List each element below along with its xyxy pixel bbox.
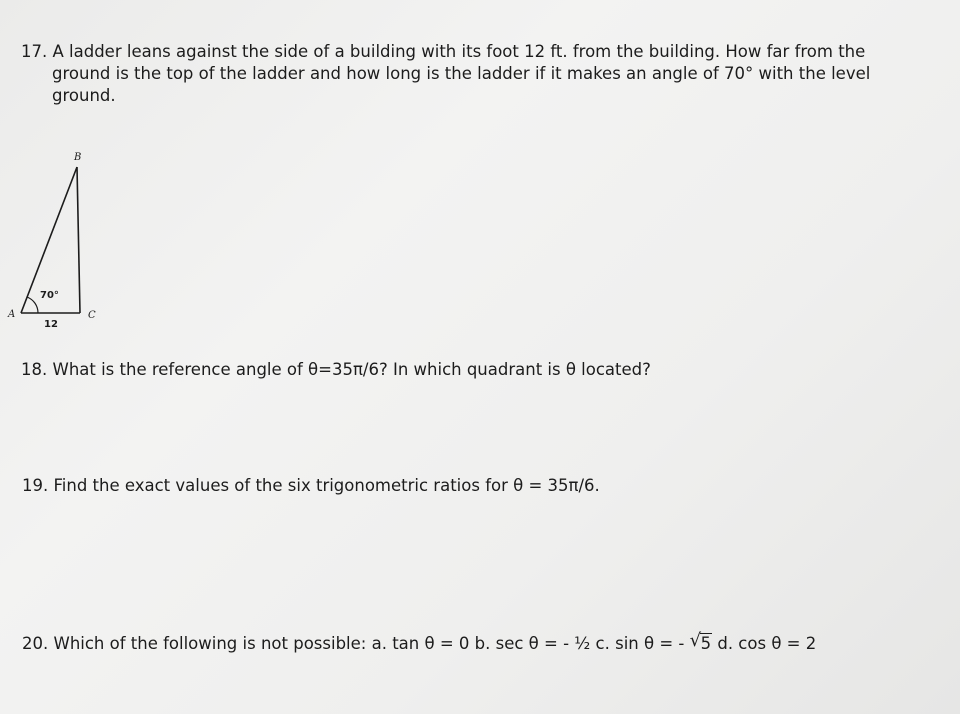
question-17 bbox=[21, 41, 870, 107]
question-17-text-line-3: ground. bbox=[52, 86, 116, 105]
building-wall-line bbox=[77, 167, 80, 313]
question-18-text: What is the reference angle of θ=35π/6? In which quadrant is θ located? bbox=[52, 360, 651, 379]
angle-arc bbox=[27, 297, 38, 313]
question-19-text: Find the exact values of the six trigonometric ratios for θ = 35π/6. bbox=[53, 476, 600, 495]
option-a: a. tan θ = 0 bbox=[371, 634, 470, 653]
question-19 bbox=[22, 475, 600, 497]
question-19-number: 19. bbox=[22, 476, 49, 495]
ladder-triangle-diagram bbox=[0, 140, 120, 340]
option-b: b. sec θ = - ½ bbox=[474, 634, 591, 653]
question-17-text-line-2: ground is the top of the ladder and how long is the ladder if it makes an angle of 70° with the level bbox=[52, 64, 871, 83]
question-20 bbox=[22, 630, 817, 655]
base-length-label: 12 bbox=[44, 319, 58, 330]
option-c-radicand: 5 bbox=[700, 634, 712, 653]
question-20-stem: Which of the following is not possible: bbox=[53, 634, 367, 653]
vertex-a-label: A bbox=[8, 309, 16, 320]
question-18 bbox=[21, 359, 651, 381]
question-20-number: 20. bbox=[22, 634, 49, 653]
question-17-text-line-1: A ladder leans against the side of a building with its foot 12 ft. from the building. How far from the bbox=[52, 42, 866, 61]
vertex-b-label: B bbox=[74, 152, 82, 163]
option-c-prefix: c. sin θ = - bbox=[595, 634, 685, 653]
option-c bbox=[595, 630, 713, 653]
radical-sign-icon: √ bbox=[689, 630, 702, 651]
square-root bbox=[689, 630, 713, 655]
angle-label: 70° bbox=[40, 290, 59, 301]
vertex-c-label: C bbox=[88, 310, 96, 321]
question-17-number: 17. bbox=[21, 42, 48, 61]
option-d: d. cos θ = 2 bbox=[717, 634, 817, 653]
question-17-line-1 bbox=[21, 41, 870, 63]
question-18-number: 18. bbox=[21, 360, 48, 379]
